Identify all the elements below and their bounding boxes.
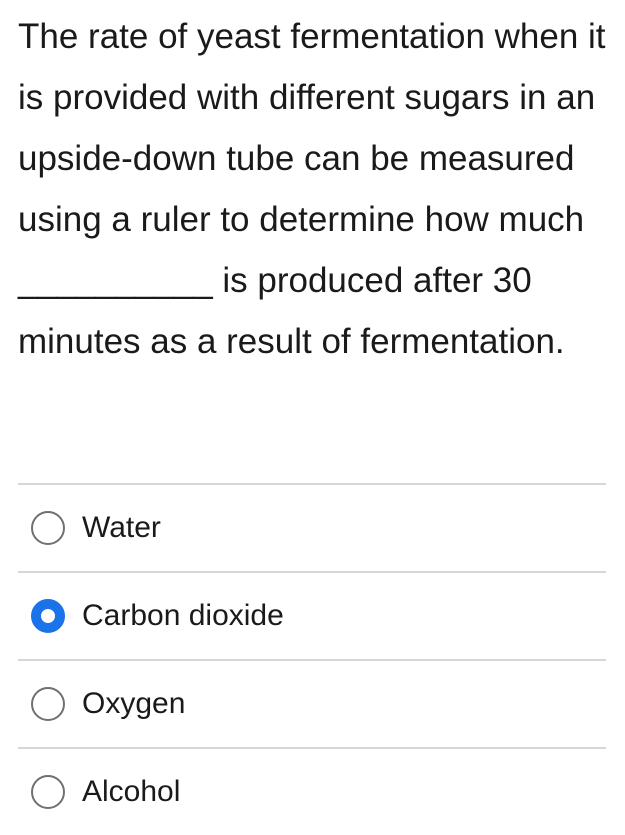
radio-button-oxygen[interactable]: [31, 687, 65, 721]
option-label: Carbon dioxide: [82, 599, 284, 632]
radio-button-alcohol[interactable]: [31, 775, 65, 809]
option-label: Water: [82, 511, 161, 544]
question-text: The rate of yeast fermentation when it is provided with different sugars in an upside-down tube can be measured using a ruler to determine how much __________ is produced after 30 minutes as a result of fermentation.: [18, 17, 606, 361]
option-water[interactable]: [18, 485, 606, 571]
option-carbon-dioxide[interactable]: [18, 573, 606, 659]
option-oxygen[interactable]: [18, 661, 606, 747]
answer-options: [18, 483, 606, 835]
radio-button-water[interactable]: [31, 511, 65, 545]
radio-button-carbon-dioxide[interactable]: [31, 599, 65, 633]
option-label: Oxygen: [82, 687, 186, 720]
option-label: Alcohol: [82, 775, 181, 808]
option-alcohol[interactable]: [18, 749, 606, 835]
